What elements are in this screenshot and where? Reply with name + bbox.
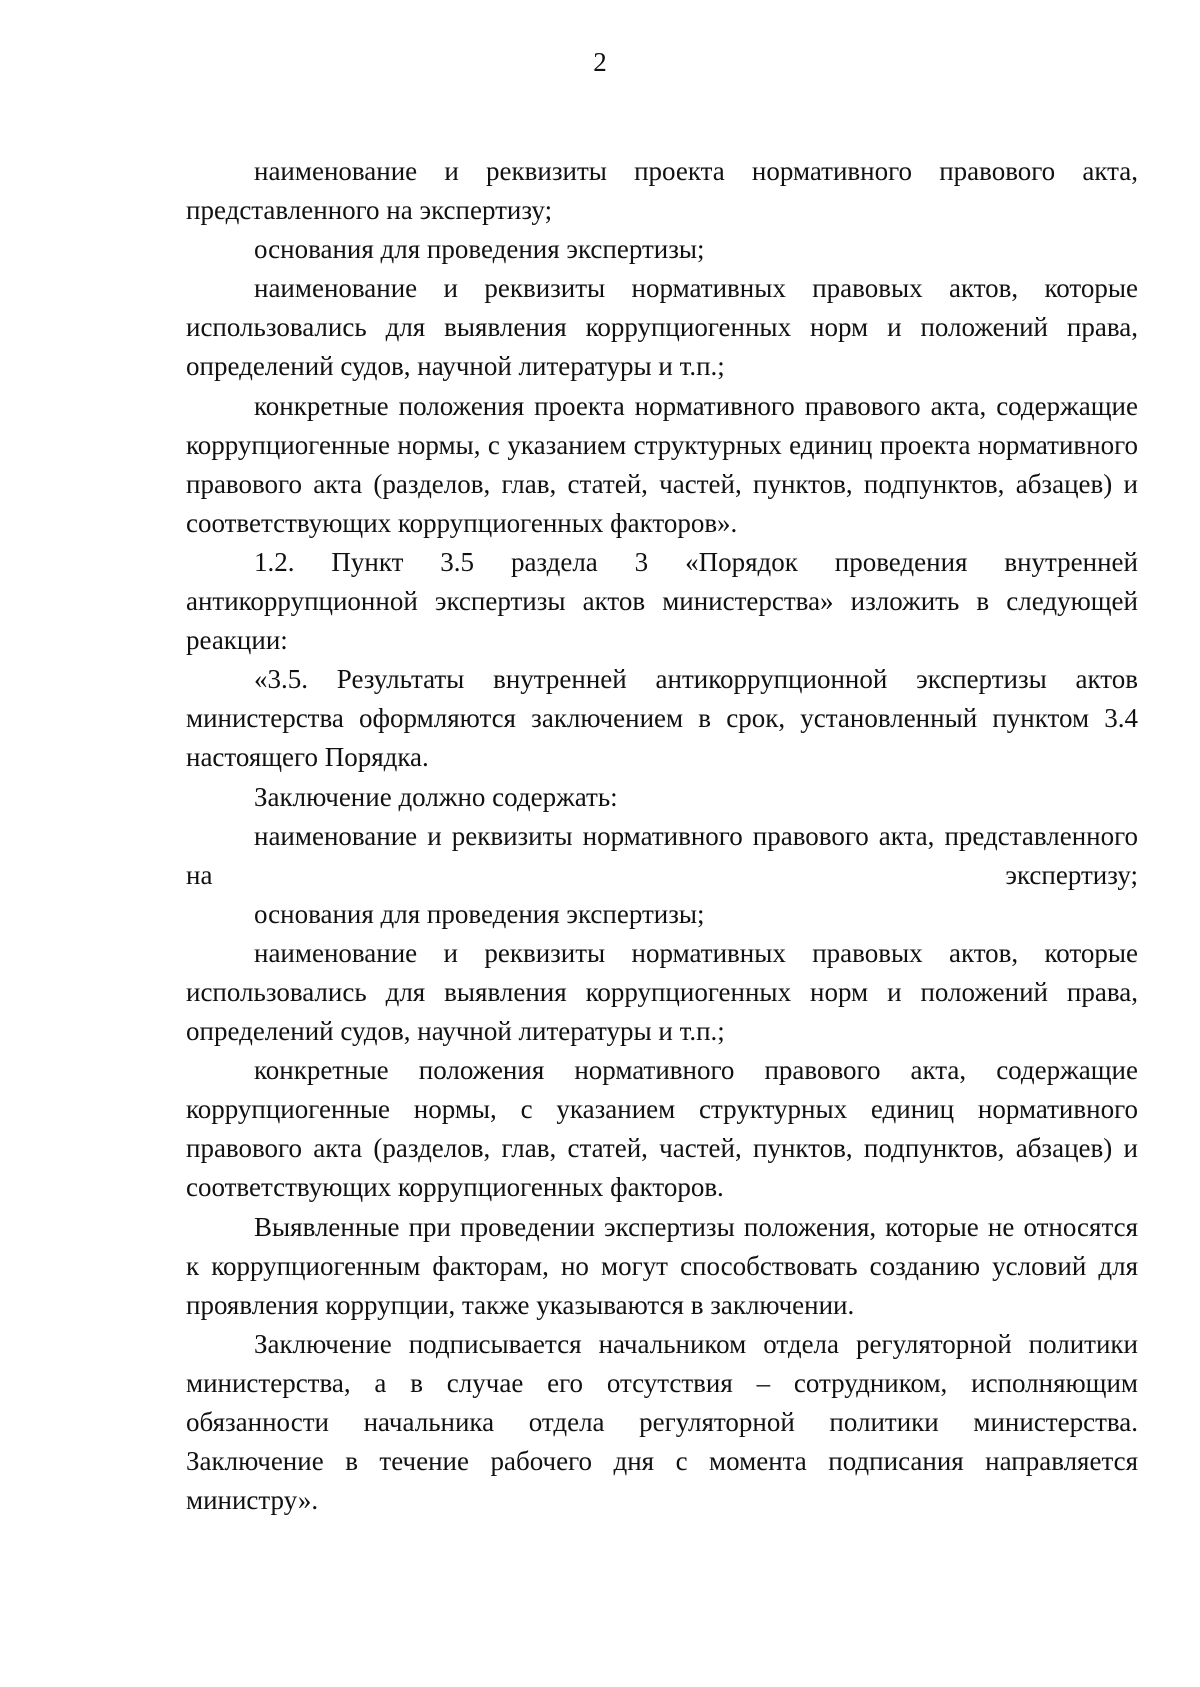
paragraph-conclusion-contents: Заключение должно содержать: — [254, 781, 618, 812]
paragraph-expertise-act-name: наименование и реквизиты проекта нормативного правового акта, представленного на экспертизу; — [186, 156, 1138, 226]
page-number: 2 — [593, 47, 607, 77]
paragraph-specific-provisions: конкретные положения проекта нормативного правового акта, содержащие коррупциогенные нормы, с указанием структурных единиц проекта нормативного правового акта (разделов, глав, статей, частей, пунктов, подпунктов, абзацев) и соответствующих коррупциогенных факторов». — [186, 390, 1138, 538]
paragraph-item-3-5: «3.5. Результаты внутренней антикоррупционной экспертизы актов министерства оформляются заключением в срок, установленный пунктом 3.4 настоящего Порядка. — [186, 664, 1138, 773]
paragraph-expertise-grounds: основания для проведения экспертизы; — [254, 234, 705, 265]
document-body — [186, 152, 1138, 1520]
paragraph-conclusion-normative-acts: наименование и реквизиты нормативных правовых актов, которые использовались для выявления коррупциогенных норм и положений права, определений судов, научной литературы и т.п.; — [186, 937, 1138, 1047]
paragraph-normative-acts-used: наименование и реквизиты нормативных правовых актов, которые использовались для выявления коррупциогенных норм и положений права, определений судов, научной литературы и т.п.; — [186, 273, 1138, 382]
paragraph-item-1-2: 1.2. Пункт 3.5 раздела 3 «Порядок проведения внутренней антикоррупционной экспертизы актов министерства» изложить в следующей реакции: — [186, 546, 1138, 656]
paragraph-conclusion-act-name: наименование и реквизиты нормативного правового акта, представленного на экспертизу; — [186, 820, 1138, 890]
paragraph-conclusion-specific-provisions: конкретные положения нормативного правового акта, содержащие коррупциогенные нормы, с указанием структурных единиц нормативного правового акта (разделов, глав, статей, частей, пунктов, подпунктов, абзацев) и соответствующих коррупциогенных факторов. — [186, 1055, 1138, 1203]
paragraph-conclusion-grounds: основания для проведения экспертизы; — [254, 898, 705, 929]
paragraph-identified-provisions: Выявленные при проведении экспертизы положения, которые не относятся к коррупциогенным факторам, но могут способствовать созданию условий для проявления коррупции, также указываются в заключении. — [186, 1211, 1138, 1320]
paragraph-conclusion-signing: Заключение подписывается начальником отдела регуляторной политики министерства, а в случае его отсутствия – сотрудником, исполняющим обязанности начальника отдела регуляторной политики министерства. Заключение в течение рабочего дня с момента подписания направляется министру». — [186, 1328, 1138, 1516]
